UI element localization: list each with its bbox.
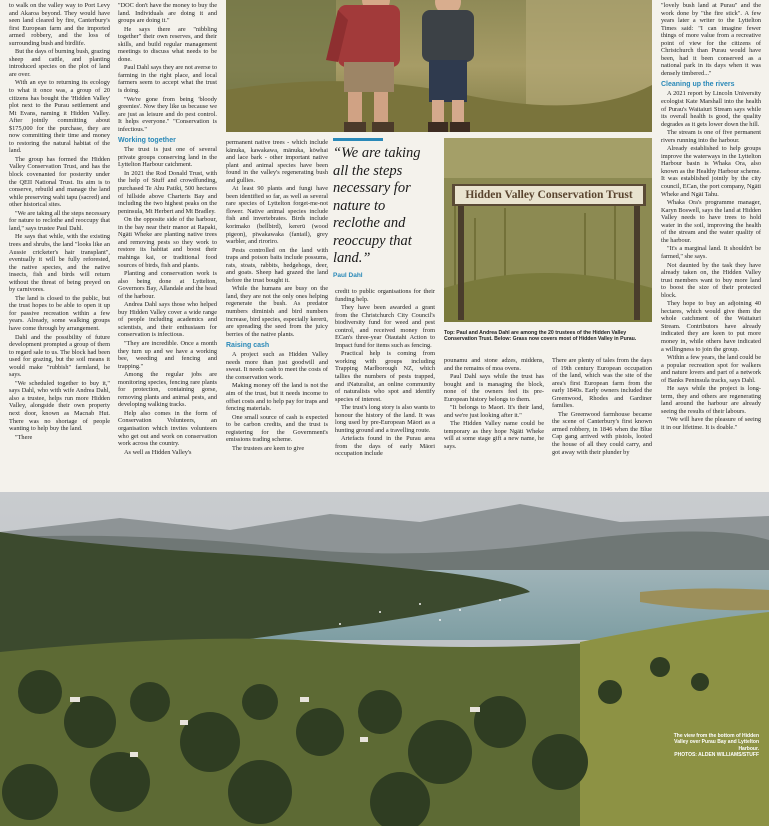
pull-quote <box>333 138 431 279</box>
paragraph: Practical help is coming from working with groups including Trapping Marlborough NZ, which tallies the numbers of pests trapped, and iNaturalist, an online community of naturalists who spot and identify species of interest. <box>335 350 435 403</box>
paragraph: Among the regular jobs are monitoring species, fencing rare plants for protection, containing gorse, removing plants and animal pests, and developing walking tracks. <box>118 371 217 409</box>
paragraph: permanent native trees - which include kānuka, kawakawa, mānuka, kōwhai and lace bark - other important native plant and animal species have been found in the valley's regenerating bush and gullies. <box>226 139 328 184</box>
article-column-7 <box>661 2 761 433</box>
article-column-3 <box>226 139 328 453</box>
paragraph: "They are incredible. Once a month they turn up and we have a working bee, weeding and fencing and trapping." <box>118 339 217 370</box>
paragraph: The trust's long story is also wants to honour the history of the land. It was long used by pre-European Māori as a hunting ground and a travelling route. <box>335 404 435 434</box>
paragraph: Paul Dahl says they are not averse to farming in the right place, and local farmers seem to accept what the trust is doing. <box>118 64 217 95</box>
paragraph: The trust is just one of several private groups conserving land in the Lyttelton Harbour catchment. <box>118 146 217 169</box>
paragraph: pounamu and stone adzes, middens, and the remains of moa ovens. <box>444 357 544 372</box>
paragraph: Already established to help groups improve the waterways in the Lyttelton Harbour basin is Whaka Ora, also known as the Healthy Harbour scheme. It was established jointly by the city council, ECan, the port company, Ngāti Wheke and Ngāi Tahu. <box>661 145 761 198</box>
paragraph: "DOC don't have the money to buy the land. Individuals are doing it and groups are doing it." <box>118 2 217 25</box>
paragraph: At least 90 plants and fungi have been identified so far, as well as several rare species of Lyttelton forget-me-not flower. Native animal species include fish and invertebrates. Birds include korimako (bellbird), kererū (wood pigeon), pīwakawaka (fantail), grey warbler, and riroriro. <box>226 185 328 246</box>
paragraph: "We scheduled together to buy it," says Dahl, who with wife Andrea Dahl, also a trustee, helps run more Hidden Valley, alongside their own property next door, known as Macnab Hut. There was no shortage of people wanting to help buy the land. <box>9 379 110 433</box>
paragraph: "lovely bush land at Purau" and the work done by "the fire stick". A few years later a writer to the Lyttelton Times said: "I can imagine fewer things of more value from a recreative point of view for the citizens of Christchurch than Purau would have been, had it been conserved as a national park in its days when it was densely timbered..." <box>661 2 761 77</box>
couple-photo <box>226 0 652 132</box>
paragraph: But the days of burning bush, grazing sheep and cattle, and planting introduced species on the plot of land are over. <box>9 48 110 78</box>
landscape-caption-text: The view from the bottom of Hidden Valley over Purau Bay and Lyttelton Harbour. <box>673 733 759 752</box>
paragraph: Dahl and the possibility of future development prompted a group of them to regard sale to us. The block had been used for grazing, but the soil means it would make "rubbish" farmland, he says. <box>9 333 110 379</box>
paragraph: "It belongs to Maori. It's their land, and we're just looking after it." <box>444 404 544 419</box>
paragraph: There are plenty of tales from the days of 19th century European occupation of the land, which was the site of the area's first European farm from the early 1840s. Early owners included the Greenwood, Rhodes and Gardiner families. <box>552 357 652 410</box>
quote-attribution: Paul Dahl <box>333 271 363 279</box>
paragraph: With an eye to returning its ecology to what it once was, a group of 20 citizens has bought the 'Hidden Valley' plot next to the Purau settlement and Mt Evans, naming it Hidden Valley. After jointly committing about $175,000 for the purchase, they are now committing their time and money to restoring the natural habitat of the land. <box>9 79 110 155</box>
paragraph: On the opposite side of the harbour, in the bay near their manor at Rapaki, Ngāti Wheke are planting native trees and removing pests so they work to restore its habitat and boost their mahinga kai, or traditional food sources of birds, fish and plants. <box>118 216 217 269</box>
paragraph: The Hidden Valley name could be temporary as they hope Ngāti Wheke will at some stage gift a new name, he says. <box>444 420 544 451</box>
paragraph: One small source of cash is expected to be carbon credits, and the trust is registering for the Government's emissions trading scheme. <box>226 413 328 444</box>
paragraph: "It's a marginal land. It shouldn't be farmed," she says. <box>661 245 761 260</box>
paragraph: Making money off the land is not the aim of the trust, but it needs income to offset costs and to help pay for traps and fencing materials. <box>226 382 329 413</box>
article-column-6 <box>552 357 652 457</box>
sign-photo <box>444 138 652 322</box>
paragraph: They have been awarded a grant from the Christchurch City Council's biodiversity fund for weed and pest control, and received money from ECan's three-year Ōtautahi Action to Impact fund for items such as fencing. <box>335 304 435 349</box>
paragraph: The land is closed to the public, but the trust hopes to be able to open it up for passive recreation within a few years. Already, some walking groups have come through by arrangement. <box>9 294 110 332</box>
section-heading: Cleaning up the rivers <box>661 81 735 89</box>
paragraph: Not daunted by the task they have already taken on, the Hidden Valley trust members want to buy more land to boost the size of their protected block. <box>661 261 761 299</box>
paragraph: In 2021 the Rod Donald Trust, with the help of Stuff and crowdfunding, purchased Te Ahu Patiki, 500 hectares of hillside above Charteris Bay and including the two highest peaks on the peninsula, Mt Herbert and Mt Bradley. <box>118 169 217 215</box>
landscape-caption <box>659 733 759 758</box>
article-column-1 <box>9 2 110 442</box>
paragraph: As well as Hidden Valley's <box>124 448 192 456</box>
paragraph: "We will have the pleasure of seeing it in our lifetime. It is doable." <box>661 416 761 431</box>
paragraph: Help also comes in the form of Conservation Volunteers, an organisation which invites volunteers who get out and work on conservation work across the country. <box>118 409 217 448</box>
paragraph: Whaka Ora's programme manager, Karyn Boswell, says the land at Hidden Valley needs to have trees to hold water in the soil, improving the health of the stream and the water quality of the harbour. <box>661 199 761 244</box>
paragraph: The trustees are keen to give <box>232 444 305 452</box>
quote-rule <box>333 138 383 141</box>
paragraph: credit to public organisations for their funding help. <box>335 288 435 303</box>
paragraph: The group has formed the Hidden Valley Conservation Trust, and has the block covenanted for posterity under the QEII National Trust. Its aim is to conserve, rebuild and manage the land while preserving wahi tapu (sacred) and other historical sites. <box>9 155 110 209</box>
paragraph: Paul Dahl says while the trust has bought and is managing the block, none of the owners feel its pre-European history belongs to them. <box>444 373 544 403</box>
paragraph: He says while the project is long-term, they and others are regenerating land around the harbour are already seeing the results of their labours. <box>661 385 761 415</box>
paragraph: A project such as Hidden Valley needs more than just goodwill and sweat. It needs cash to meet the costs of the conservation work. <box>226 351 328 381</box>
photo-credit: PHOTOS: ALDEN WILLIAMS/STUFF <box>674 751 759 758</box>
sign-text: Hidden Valley Conservation Trust <box>465 189 633 201</box>
paragraph: He says that while, with the existing trees and shrubs, the land "looks like an Aussie cricketer's hair transplant", eventually it will be fully reforested, the native species, and the native insects, fish and birds will return without the threat of being preyed on by carnivores. <box>9 233 110 294</box>
paragraph: A 2021 report by Lincoln University ecologist Kate Marshall into the health of Purau's Waitaiuri Stream says while its overall health is good, the quality degrades as it gets lower down the hill. <box>661 90 761 128</box>
paragraph: "We are taking all the steps necessary for nature to reclothe and reoccupy that land," says trustee Paul Dahl. <box>9 209 110 232</box>
paragraph: Planting and conservation work is also being done at Lyttelton, Governors Bay, Allandale and the head of the harbour. <box>118 270 217 300</box>
section-heading: Working together <box>118 137 176 145</box>
article-column-2 <box>118 2 217 457</box>
paragraph: "There <box>15 433 33 441</box>
paragraph: Andrea Dahl says those who helped buy Hidden Valley cover a wide range of people including academics and scientists, and their enthusiasm for conservation is infectious. <box>118 301 217 339</box>
paragraph: While the humans are busy on the land, they are not the only ones helping regenerate the bush. As predator numbers diminish and bird numbers increase, bird species, especially kererū, are spreading the seed from the juicy berries of the native plants. <box>226 285 328 338</box>
paragraph: Artefacts found in the Purau area from the days of early Māori occupation include <box>335 435 435 458</box>
paragraph: to walk on the valley way to Port Levy and Akaroa beyond. They would have seen land cleared by fire, Canterbury's first European farm and the imported armed robbery, and the loss of surrounding bush and birdlife. <box>9 2 110 47</box>
paragraph: He says there are "nibbling together" their own reserves, and their skills, and build regular management meetings to discuss what needs to be done. <box>118 25 217 63</box>
paragraph: The stream is one of five permanent rivers running into the harbour. <box>661 129 761 144</box>
paragraph: The Greenwood farmhouse became the scene of Canterbury's first known armed robbery, in 1846 when the Blue Cap gang arrived with pistols, looted the house of all they could carry, and got away with their plunder by <box>552 410 652 456</box>
paragraph: Pests controlled on the land with traps and poison baits include possums, rats, stoats, rabbits, hedgehogs, deer, and goats. Sheep had grazed the land before the trust bought it. <box>226 246 328 284</box>
landscape-photo <box>0 492 769 826</box>
photo-caption: Top: Paul and Andrea Dahl are among the 20 trustees of the Hidden Valley Conservation Trust. Below: Grass now covers most of Hidden Valley in Purau. <box>444 330 637 343</box>
paragraph: They hope to buy an adjoining 40 hectares, which would give them the whole catchment of the Waitaiuri Stream. Contributors have already indicated they are keen to put more money in, while others have indicated a willingness to join the group. <box>661 300 761 353</box>
paragraph: "We're gone from being 'bloody greenies'. Now they like us because we are just as leisure and do pest control. It helps everyone." "Conservation is infectious." <box>118 95 217 133</box>
quote-text: “We are taking all the steps necessary for nature to reclothe and reoccupy that land.” <box>333 145 421 266</box>
article-column-4 <box>335 288 435 459</box>
section-heading: Raising cash <box>226 342 270 350</box>
article-column-5 <box>444 357 544 452</box>
paragraph: Within a few years, the land could be a popular recreation spot for walkers and nature lovers and part of a network of Banks Peninsula tracks, says Dahl. <box>661 354 761 384</box>
